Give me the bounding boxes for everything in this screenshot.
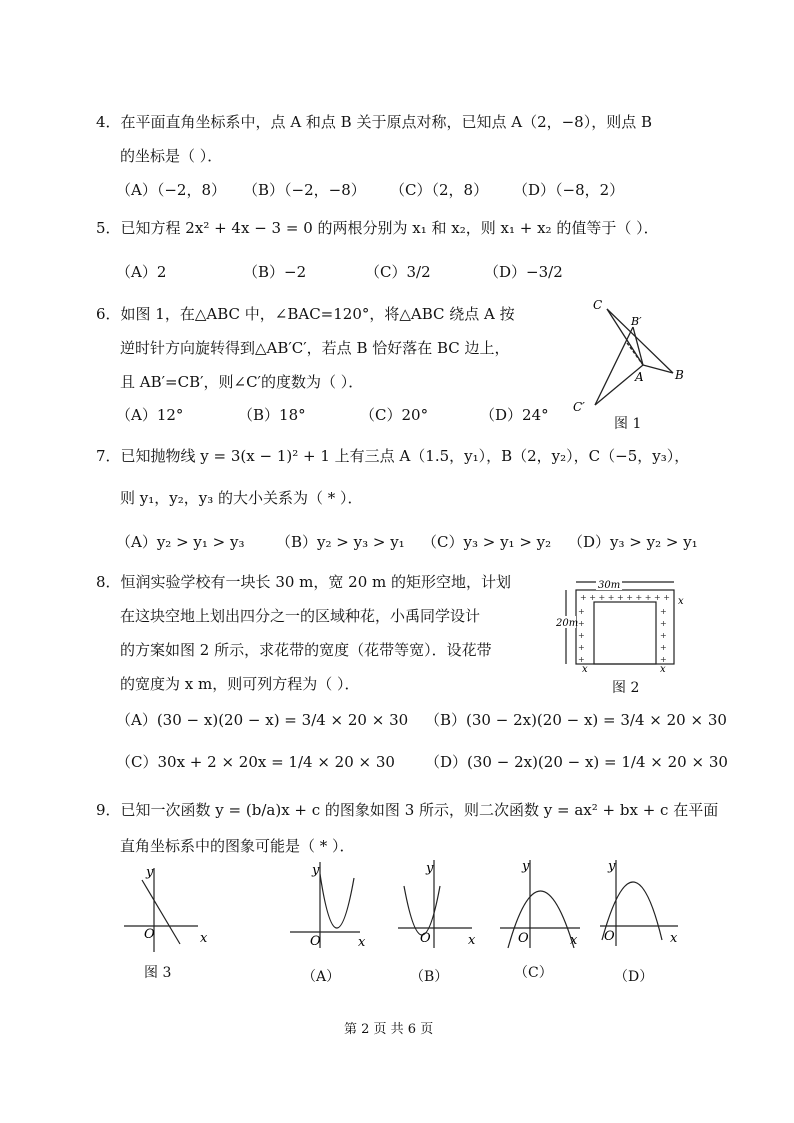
q9-option-b-caption: （B） (410, 969, 449, 985)
svg-text:+: + (578, 619, 585, 628)
q6-option-b: （B）18° (238, 406, 306, 424)
q9-option-a-caption: （A） (302, 969, 341, 985)
q8-stem-line1: 8．恒润实验学校有一块长 30 m，宽 20 m 的矩形空地，计划 (96, 573, 512, 591)
q9-option-d-graph (598, 852, 686, 952)
svg-text:+: + (660, 643, 667, 652)
svg-text:+: + (660, 655, 667, 664)
optA-origin-label: O (310, 934, 321, 949)
figure-3-linear-graph (118, 862, 218, 957)
q9-option-c-graph (498, 852, 586, 952)
q9-option-d-caption: （D） (614, 969, 654, 985)
fig1-segment-ab-prime (633, 327, 643, 365)
fig2-label-x-left: x (582, 664, 588, 672)
q5-option-b: （B）−2 (243, 263, 307, 281)
fig1-label-a: A (635, 370, 644, 384)
fig2-label-width: 20m (556, 618, 579, 629)
q7-option-a: （A）y₂ > y₁ > y₃ (116, 533, 245, 551)
fig2-label-length: 30m (598, 580, 621, 591)
q6-option-d: （D）24° (480, 406, 549, 424)
q7-option-c: （C）y₃ > y₁ > y₂ (422, 533, 552, 551)
q5-option-d: （D）−3/2 (484, 263, 563, 281)
optA-x-label: x (358, 935, 366, 950)
optD-x-label: x (670, 931, 678, 946)
q8-option-d: （D）(30 − 2x)(20 − x) = 1/4 × 20 × 30 (425, 753, 728, 771)
fig1-segment-b-prime-c-prime (595, 327, 633, 405)
figure-2-garden-plan (556, 576, 686, 672)
optC-y-label: y (522, 859, 530, 874)
q8-stem-line2: 在这块空地上划出四分之一的区域种花，小禹同学设计 (120, 607, 481, 625)
q6-option-a: （A）12° (116, 406, 184, 424)
q8-option-b: （B）(30 − 2x)(20 − x) = 3/4 × 20 × 30 (425, 711, 727, 729)
optC-origin-label: O (518, 931, 529, 946)
fig1-label-c: C (593, 298, 603, 312)
figure-1-caption: 图 1 (614, 416, 642, 432)
figure-1-triangle-rotation (565, 295, 690, 420)
optD-y-label: y (608, 859, 616, 874)
q7-option-b: （B）y₂ > y₃ > y₁ (276, 533, 405, 551)
figure-2-caption: 图 2 (612, 680, 640, 696)
q7-stem-line2: 则 y₁，y₂，y₃ 的大小关系为（ * ）． (120, 489, 363, 507)
q5-option-c: （C）3/2 (365, 263, 431, 281)
q8-option-a: （A）(30 − x)(20 − x) = 3/4 × 20 × 30 (116, 711, 409, 729)
q6-stem-line1: 6．如图 1，在△ABC 中，∠BAC=120°，将△ABC 绕点 A 按 (96, 305, 515, 323)
fig3-x-label: x (200, 931, 208, 946)
q9-stem-line1: 9．已知一次函数 y = (b/a)x + c 的图象如图 3 所示，则二次函数 y = ax² + bx + c 在平面 (96, 801, 719, 819)
optD-origin-label: O (604, 929, 615, 944)
optA-parabola (320, 874, 354, 928)
q9-option-b-graph (396, 852, 480, 952)
fig1-label-b-prime: B′ (631, 315, 642, 328)
optA-y-label: y (312, 863, 320, 878)
q4-option-b: （B）（−2，−8） (243, 181, 366, 199)
fig1-label-c-prime: C′ (573, 400, 585, 414)
q4-option-c: （C）（2，8） (390, 181, 489, 199)
q7-option-d: （D）y₃ > y₂ > y₁ (568, 533, 698, 551)
svg-text:+: + (578, 607, 585, 616)
q9-option-a-graph (288, 852, 368, 952)
q6-option-c: （C）20° (360, 406, 429, 424)
q9-stem-line2: 直角坐标系中的图象可能是（ * ）． (120, 837, 355, 855)
svg-text:+: + (660, 607, 667, 616)
fig2-inner-rect (594, 602, 656, 664)
fig2-label-x-right: x (678, 596, 684, 607)
q8-option-c: （C）30x + 2 × 20x = 1/4 × 20 × 30 (116, 753, 395, 771)
q5-option-a: （A）2 (116, 263, 167, 281)
q8-stem-line4: 的宽度为 x m，则可列方程为（ ）． (120, 675, 360, 693)
svg-text:+: + (660, 631, 667, 640)
optB-y-label: y (426, 861, 434, 876)
q7-stem-line1: 7．已知抛物线 y = 3(x − 1)² + 1 上有三点 A（1.5，y₁），B（2，y₂），C（−5，y₃）， (96, 447, 690, 465)
q4-option-d: （D）（−8，2） (513, 181, 625, 199)
q5-stem: 5．已知方程 2x² + 4x − 3 = 0 的两根分别为 x₁ 和 x₂，则 x₁ + x₂ 的值等于（ ）． (96, 219, 659, 237)
q9-option-c-caption: （C） (514, 965, 553, 981)
svg-text:+: + (578, 655, 585, 664)
q6-stem-line3: 且 AB′=CB′，则∠C′的度数为（ ）． (120, 373, 364, 391)
fig1-label-b: B (675, 368, 684, 382)
fig2-label-x-bottom: x (660, 664, 666, 672)
q8-stem-line3: 的方案如图 2 所示，求花带的宽度（花带等宽）．设花带 (120, 641, 492, 659)
optB-x-label: x (468, 933, 476, 948)
page-footer: 第 2 页 共 6 页 (344, 1022, 434, 1037)
optB-origin-label: O (420, 931, 431, 946)
q4-stem-line2: 的坐标是（ ）． (120, 147, 223, 165)
figure-3-caption: 图 3 (144, 965, 172, 981)
q4-stem-line1: 4．在平面直角坐标系中，点 A 和点 B 关于原点对称，已知点 A（2，−8），则点 B (96, 113, 653, 131)
fig3-origin-label: O (144, 927, 155, 942)
svg-text:+: + (660, 619, 667, 628)
optC-x-label: x (570, 933, 578, 948)
q6-stem-line2: 逆时针方向旋转得到△AB′C′，若点 B 恰好落在 BC 边上， (120, 339, 510, 357)
svg-text:+: + (578, 631, 585, 640)
q4-option-a: （A）（−2，8） (116, 181, 226, 199)
fig3-y-label: y (146, 865, 154, 880)
svg-text:+: + (578, 643, 585, 652)
svg-text:+ + + + + + + + + +: + + + + + + + + + + (580, 593, 670, 602)
